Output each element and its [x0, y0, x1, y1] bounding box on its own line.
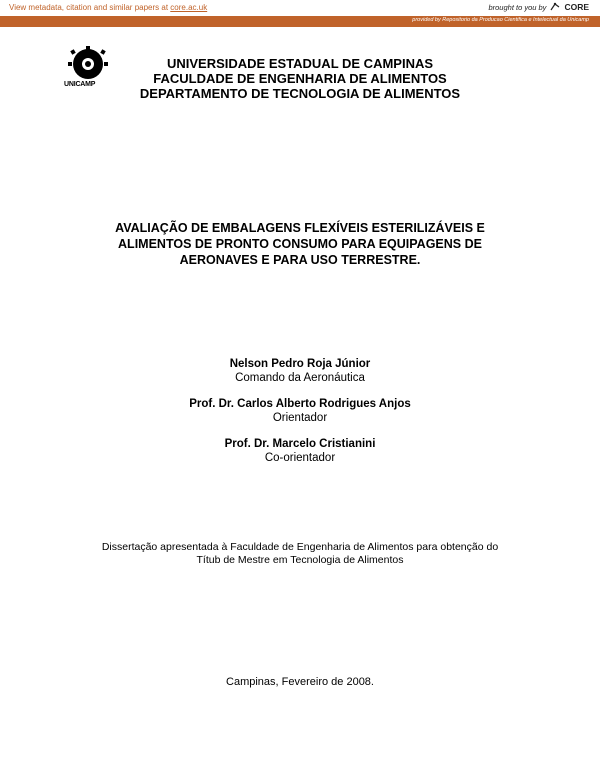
brought-by[interactable]: brought to you by CORE	[488, 2, 589, 12]
dissertation-title: AVALIAÇÃO DE EMBALAGENS FLEXÍVEIS ESTERILIZÁVEIS E ALIMENTOS DE PRONTO CONSUMO PARA EQUIPAGENS DE AERONAVES E PARA USO TERRESTRE.	[115, 221, 485, 267]
author-name: Nelson Pedro Roja Júnior	[229, 358, 371, 370]
advisor-block	[100, 397, 500, 425]
provider-bar	[0, 16, 600, 27]
place-date: Campinas, Fevereiro de 2008.	[226, 676, 374, 688]
core-logo-icon	[549, 2, 561, 12]
co-advisor-role: Co-orientador	[264, 452, 336, 464]
co-advisor-block	[100, 437, 500, 465]
core-link[interactable]: core.ac.uk	[170, 3, 208, 12]
advisor-role: Orientador	[272, 412, 328, 424]
provided-by[interactable]: provided by Repositorio da Producao Cientifica e Intelectual da Unicamp	[412, 17, 589, 23]
advisor-name: Prof. Dr. Carlos Alberto Rodrigues Anjos	[189, 398, 411, 410]
institution-heading: UNIVERSIDADE ESTADUAL DE CAMPINAS FACULDADE DE ENGENHARIA DE ALIMENTOS DEPARTAMENTO DE TECNOLOGIA DE ALIMENTOS	[139, 56, 461, 101]
unicamp-logo-text: UNICAMP	[64, 81, 96, 88]
core-banner	[0, 0, 600, 16]
co-advisor-name: Prof. Dr. Marcelo Cristianini	[224, 438, 376, 450]
author-affiliation: Comando da Aeronáutica	[235, 372, 365, 384]
dissertation-note: Dissertação apresentada à Faculdade de Engenharia de Alimentos para obtenção do Títub de Mestre em Tecnologia de Alimentos	[101, 541, 499, 566]
author-block	[100, 357, 500, 385]
metadata-notice: View metadata, citation and similar papers at core.ac.uk	[9, 3, 208, 12]
